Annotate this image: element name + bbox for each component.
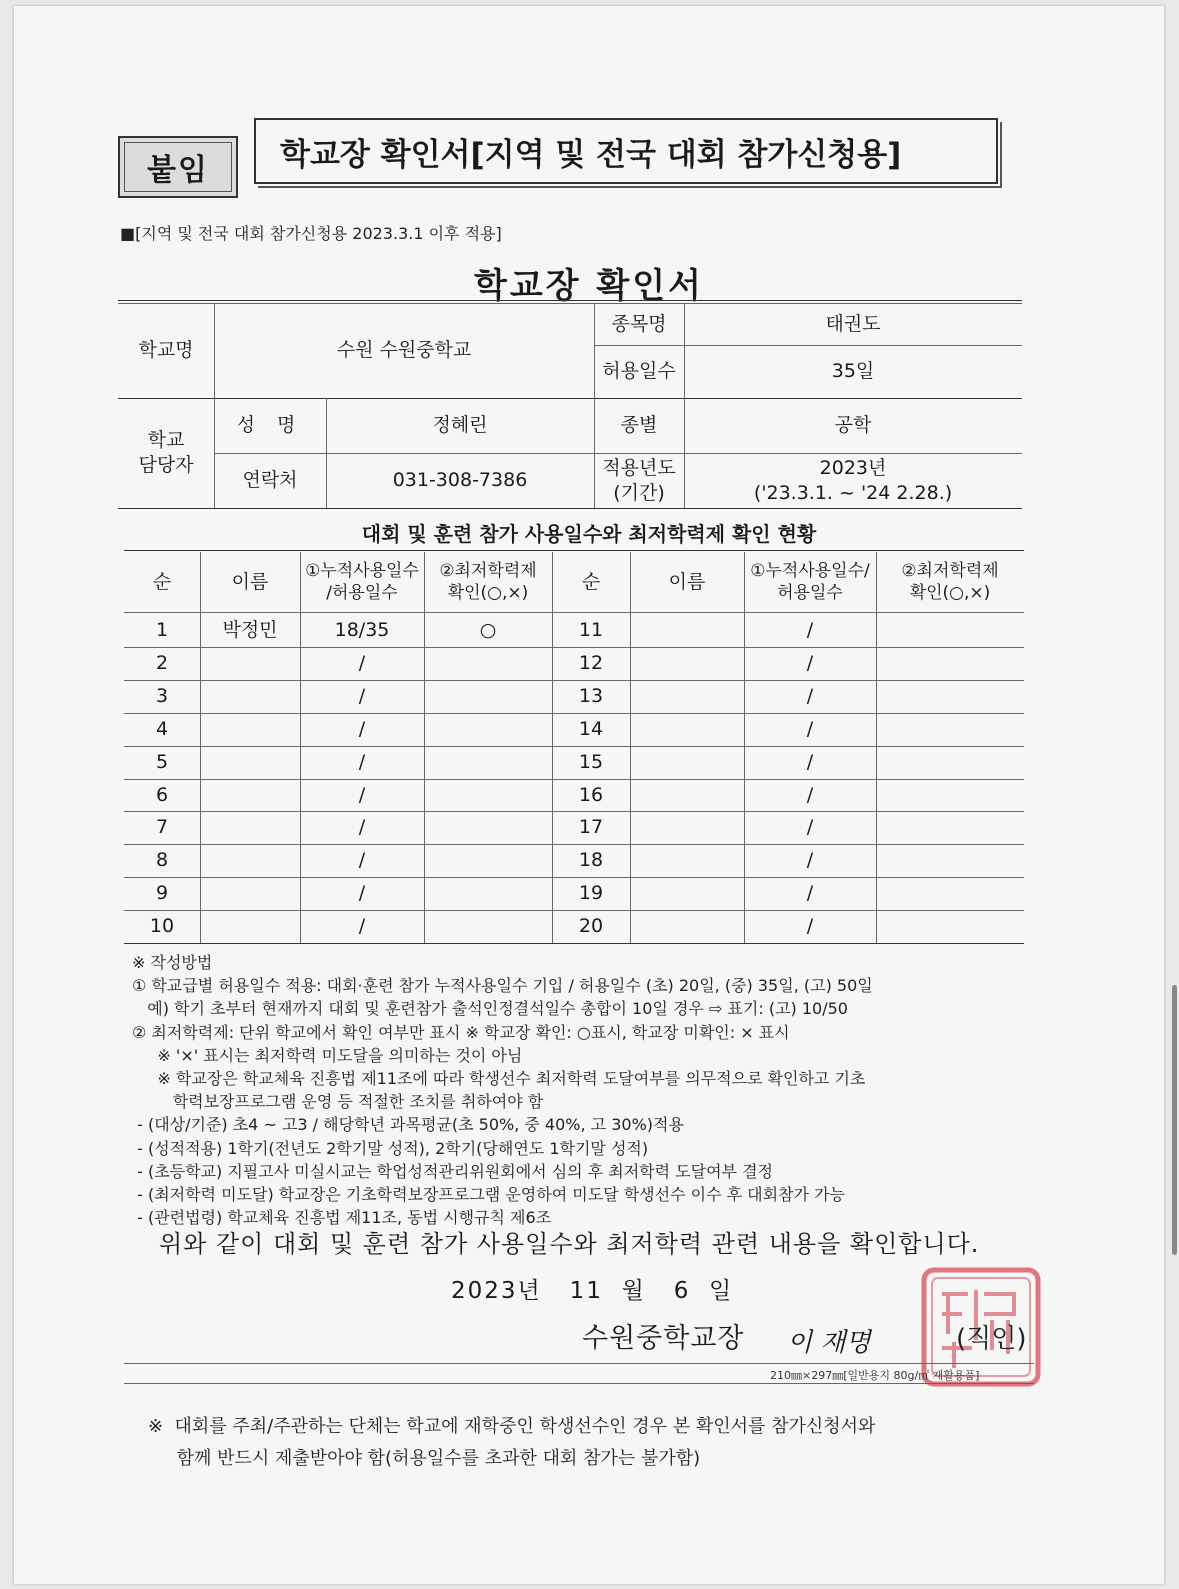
table-cell-name-left xyxy=(200,680,300,713)
table-cell-name-right xyxy=(630,877,744,910)
manager-label: 학교 담당자 xyxy=(138,429,194,476)
info-border-top xyxy=(118,300,1022,301)
table-cell-name-right xyxy=(630,844,744,877)
seal-label: (직인) xyxy=(956,1324,1027,1354)
table-cell-days-left: / xyxy=(358,717,366,740)
header-days-right: ①누적사용일수/ 허용일수 xyxy=(750,560,870,603)
note-line: ※ 학교장은 학교체육 진흥법 제11조에 따라 학생선수 최저학력 도달여부를 의무적으로 확인하고 기초 xyxy=(132,1068,866,1088)
table-cell-no-left: 6 xyxy=(155,783,169,806)
table-cell-no-right: 15 xyxy=(578,750,604,773)
table-cell-check-right xyxy=(876,779,1024,812)
table-cell-check-left xyxy=(424,910,552,943)
name-label: 성 명 xyxy=(236,414,304,437)
table-cell-name-left: 박정민 xyxy=(222,619,278,642)
school-name-value: 수원 수원중학교 xyxy=(336,339,472,362)
table-cell-days-right: / xyxy=(806,651,814,674)
school-name-label: 학교명 xyxy=(138,339,194,362)
event-label: 종목명 xyxy=(611,312,667,335)
table-cell-no-right: 12 xyxy=(578,651,604,674)
table-cell-check-left xyxy=(424,680,552,713)
table-cell-days-right: / xyxy=(806,684,814,707)
table-cell-name-right xyxy=(630,713,744,746)
contact-label: 연락처 xyxy=(242,469,298,492)
allowed-days-value: 35일 xyxy=(831,360,875,383)
note-line: - (관련법령) 학교체육 진흥법 제11조, 동법 시행규칙 제6조 xyxy=(132,1208,552,1228)
note-line: ① 학교급별 허용일수 적용: 대회·훈련 참가 누적사용일수 기입 / 허용일수 (초) 20일, (중) 35일, (고) 50일 xyxy=(132,976,873,996)
table-cell-days-left: 18/35 xyxy=(334,619,390,642)
header-no-left: 순 xyxy=(152,570,172,593)
table-cell-no-left: 5 xyxy=(155,750,169,773)
name-value: 정혜린 xyxy=(432,414,488,437)
table-cell-name-right xyxy=(630,811,744,844)
table-cell-days-right: / xyxy=(806,882,814,905)
title-box xyxy=(254,118,998,184)
note-line: - (성적적용) 1학기(전년도 2학기말 성적), 2학기(당해연도 1학기말 성적) xyxy=(132,1138,649,1158)
note-line: 예) 학기 초부터 현재까지 대회 및 훈련참가 출석인정결석일수 총합이 10일 경우 ⇨ 표기: (고) 10/50 xyxy=(132,999,848,1019)
table-cell-days-right: / xyxy=(806,915,814,938)
table-cell-name-right xyxy=(630,614,744,647)
table-cell-days-right: / xyxy=(806,849,814,872)
writing-instructions xyxy=(132,951,1062,1229)
table-cell-check-left xyxy=(424,811,552,844)
table-cell-check-right xyxy=(876,647,1024,680)
table-cell-name-right xyxy=(630,680,744,713)
table-cell-check-right xyxy=(876,877,1024,910)
table-cell-check-left xyxy=(424,713,552,746)
table-cell-name-left xyxy=(200,811,300,844)
issue-date: 2023년 11 월 6 일 xyxy=(451,1278,734,1304)
table-cell-days-left: / xyxy=(358,651,366,674)
contact-value: 031-308-7386 xyxy=(392,469,528,492)
note-line: ※ 작성방법 xyxy=(132,953,213,972)
table-cell-no-right: 16 xyxy=(578,783,604,806)
table-cell-check-left: ○ xyxy=(479,619,497,642)
table-cell-check-right xyxy=(876,614,1024,647)
document-title: 학교장 확인서 xyxy=(474,266,704,306)
table-cell-days-left: / xyxy=(358,816,366,839)
footer-line: ※ 대회를 주최/주관하는 단체는 학교에 재학중인 학생선수인 경우 본 확인서를 참가신청서와 xyxy=(148,1416,876,1437)
type-label: 종별 xyxy=(620,414,658,437)
applicability-note: ■[지역 및 전국 대회 참가신청용 2023.3.1 이후 적용] xyxy=(120,224,502,243)
table-cell-no-right: 11 xyxy=(578,619,604,642)
table-cell-no-left: 1 xyxy=(155,619,169,642)
header-no-right: 순 xyxy=(581,570,601,593)
table-cell-no-left: 3 xyxy=(155,684,169,707)
table-cell-name-left xyxy=(200,647,300,680)
header-name-left: 이름 xyxy=(231,570,269,593)
table-cell-days-right: / xyxy=(806,816,814,839)
table-cell-check-left xyxy=(424,647,552,680)
note-line: ※ '×' 표시는 최저학력 미도달을 의미하는 것이 아님 xyxy=(132,1045,523,1065)
table-cell-name-left xyxy=(200,877,300,910)
attachment-badge-label: 붙임 xyxy=(147,153,209,188)
table-cell-name-right xyxy=(630,746,744,779)
principal-signature: 이 재명 xyxy=(787,1328,871,1358)
table-cell-check-right xyxy=(876,910,1024,943)
year-label: 적용년도 (기간) xyxy=(602,456,676,504)
header-name-right: 이름 xyxy=(668,570,706,593)
table-cell-days-left: / xyxy=(358,750,366,773)
type-value: 공학 xyxy=(834,414,872,437)
table-cell-no-right: 18 xyxy=(578,849,604,872)
table-cell-name-right xyxy=(630,779,744,812)
table-cell-no-left: 8 xyxy=(155,849,169,872)
table-cell-no-left: 2 xyxy=(155,651,169,674)
title-box-text: 학교장 확인서[지역 및 전국 대회 참가신청용] xyxy=(280,136,902,173)
table-cell-name-right xyxy=(630,647,744,680)
table-cell-no-right: 17 xyxy=(578,816,604,839)
table-cell-no-right: 19 xyxy=(578,882,604,905)
record-table-title: 대회 및 훈련 참가 사용일수와 최저학력제 확인 현황 xyxy=(361,522,817,546)
table-cell-days-right: / xyxy=(806,750,814,773)
attachment-badge xyxy=(118,136,238,198)
table-cell-days-right: / xyxy=(806,783,814,806)
table-cell-name-left xyxy=(200,746,300,779)
paper-size-note: 210㎜×297㎜[일반용지 80g/㎡ 재활용품] xyxy=(770,1369,980,1382)
table-cell-check-right xyxy=(876,811,1024,844)
table-cell-check-right xyxy=(876,746,1024,779)
event-value: 태권도 xyxy=(825,312,881,335)
table-cell-name-right xyxy=(630,910,744,943)
table-cell-check-left xyxy=(424,877,552,910)
table-cell-days-left: / xyxy=(358,915,366,938)
table-cell-no-left: 10 xyxy=(149,915,175,938)
footer-line: 함께 반드시 제출받아야 함(허용일수를 초과한 대회 참가는 불가함) xyxy=(148,1447,701,1469)
note-line: - (최저학력 미도달) 학교장은 기초학력보장프로그램 운영하여 미도달 학생선수 이수 후 대회참가 가능 xyxy=(132,1184,845,1204)
header-check-right: ②최저학력제 확인(○,×) xyxy=(901,560,999,603)
table-cell-check-left xyxy=(424,779,552,812)
allowed-days-label: 허용일수 xyxy=(602,360,676,383)
confirmation-statement: 위와 같이 대회 및 훈련 참가 사용일수와 최저학력 관련 내용을 확인합니다. xyxy=(159,1230,980,1258)
table-cell-no-left: 7 xyxy=(155,816,169,839)
table-cell-no-left: 4 xyxy=(155,717,169,740)
table-cell-check-left xyxy=(424,844,552,877)
table-cell-days-left: / xyxy=(358,849,366,872)
submission-notice xyxy=(148,1411,1048,1474)
table-cell-days-right: / xyxy=(806,717,814,740)
header-days-left: ①누적사용일수 /허용일수 xyxy=(305,560,419,603)
table-cell-check-left xyxy=(424,746,552,779)
note-line: - (초등학교) 지필고사 미실시교는 학업성적관리위원회에서 심의 후 최저학력 도달여부 결정 xyxy=(132,1161,773,1181)
note-line: - (대상/기준) 초4 ~ 고3 / 해당학년 과목평균(초 50%, 중 40%, 고 30%)적용 xyxy=(132,1115,684,1135)
table-cell-no-right: 13 xyxy=(578,684,604,707)
table-cell-no-right: 14 xyxy=(578,717,604,740)
principal-title: 수원중학교장 xyxy=(582,1323,745,1354)
table-cell-days-left: / xyxy=(358,783,366,806)
table-cell-check-right xyxy=(876,713,1024,746)
table-cell-name-left xyxy=(200,713,300,746)
table-cell-check-right xyxy=(876,680,1024,713)
year-value: 2023년 ('23.3.1. ~ '24 2.28.) xyxy=(753,456,953,504)
table-cell-name-left xyxy=(200,844,300,877)
header-check-left: ②최저학력제 확인(○,×) xyxy=(439,560,537,603)
note-line: ② 최저학력제: 단위 학교에서 확인 여부만 표시 ※ 학교장 확인: ○표시, 학교장 미확인: × 표시 xyxy=(132,1022,790,1042)
table-cell-name-left xyxy=(200,779,300,812)
table-cell-name-left xyxy=(200,910,300,943)
document-page xyxy=(14,6,1164,1584)
page-scrollbar[interactable] xyxy=(1172,985,1177,1255)
note-line: 학력보장프로그램 운영 등 적절한 조치를 취하여야 함 xyxy=(132,1092,544,1112)
table-cell-days-left: / xyxy=(358,882,366,905)
table-cell-no-left: 9 xyxy=(155,882,169,905)
table-cell-days-left: / xyxy=(358,684,366,707)
table-cell-no-right: 20 xyxy=(578,915,604,938)
table-cell-check-right xyxy=(876,844,1024,877)
table-cell-days-right: / xyxy=(806,619,814,642)
